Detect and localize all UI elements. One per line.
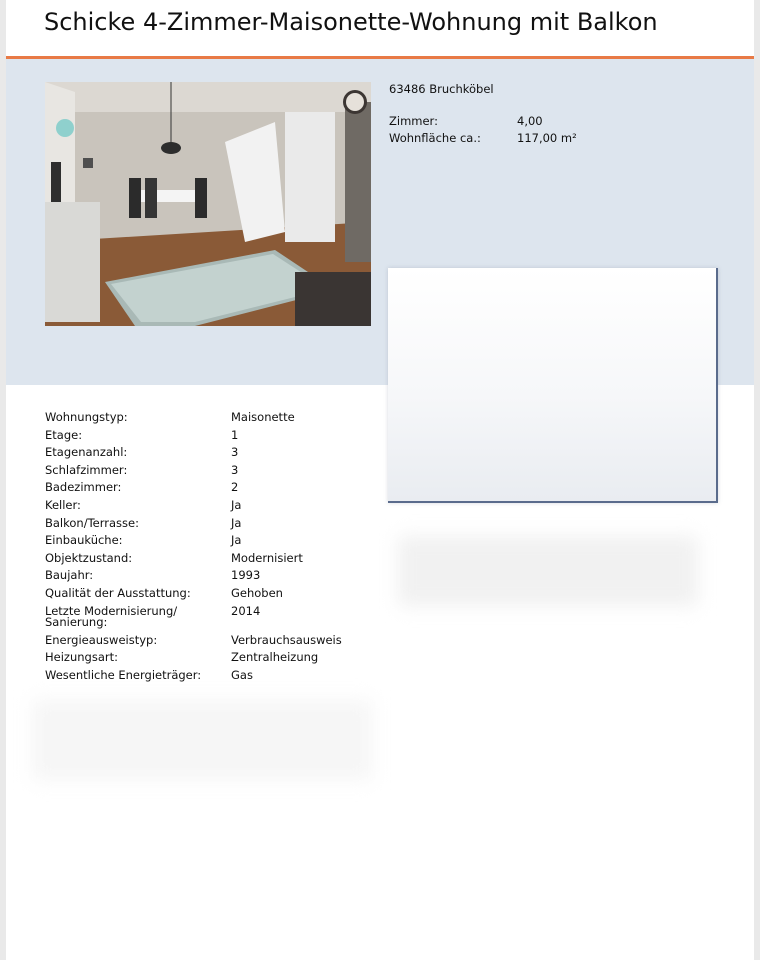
fact-value: 3: [231, 445, 239, 460]
blurred-area: [398, 536, 698, 606]
fact-label: Keller:: [45, 497, 81, 512]
apartment-photo[interactable]: [45, 82, 371, 326]
fact-label: Schlafzimmer:: [45, 462, 128, 477]
fact-value: Zentralheizung: [231, 650, 319, 665]
fact-value: 2014: [231, 603, 261, 618]
fact-label: Badezimmer:: [45, 480, 122, 495]
fact-label: Wohnungstyp:: [45, 410, 128, 424]
location: 63486 Bruchköbel: [389, 82, 494, 96]
fact-label: Letzte Modernisierung/ Sanierung:: [45, 603, 178, 629]
fact-value: Verbrauchsausweis: [231, 632, 342, 647]
fact-value: 3: [231, 462, 239, 477]
living-area-label: Wohnfläche ca.:: [389, 131, 481, 145]
fact-value: 1993: [231, 568, 261, 583]
fact-value: Gehoben: [231, 585, 283, 600]
fact-label: Qualität der Ausstattung:: [45, 585, 191, 600]
rooms-value: 4,00: [517, 114, 543, 128]
living-area-value: 117,00 m²: [517, 131, 577, 145]
fact-label: Etage:: [45, 427, 83, 442]
fact-label: Baujahr:: [45, 568, 94, 583]
rooms-label: Zimmer:: [389, 114, 438, 128]
fact-label: Energieausweistyp:: [45, 632, 158, 647]
image-panel: [388, 268, 718, 503]
fact-label: Etagenanzahl:: [45, 445, 128, 460]
fact-label: Wesentliche Energieträger:: [45, 667, 202, 682]
summary-living-area: [389, 131, 577, 145]
listing-title: Schicke 4-Zimmer-Maisonette-Wohnung mit Balkon: [44, 8, 658, 36]
summary-rooms: [389, 114, 543, 128]
fact-label: Objektzustand:: [45, 550, 133, 565]
blurred-area: [32, 700, 372, 780]
fact-value: Gas: [231, 667, 253, 682]
fact-value: Ja: [231, 533, 242, 548]
fact-value: Maisonette: [231, 410, 295, 424]
fact-value: 1: [231, 427, 239, 442]
fact-label: Einbauküche:: [45, 533, 123, 548]
fact-value: 2: [231, 480, 239, 495]
expose-page: [6, 0, 754, 960]
fact-value: Modernisiert: [231, 550, 303, 565]
fact-value: Ja: [231, 515, 242, 530]
fact-value: Ja: [231, 497, 242, 512]
fact-label: Heizungsart:: [45, 650, 118, 665]
fact-label: Balkon/Terrasse:: [45, 515, 139, 530]
